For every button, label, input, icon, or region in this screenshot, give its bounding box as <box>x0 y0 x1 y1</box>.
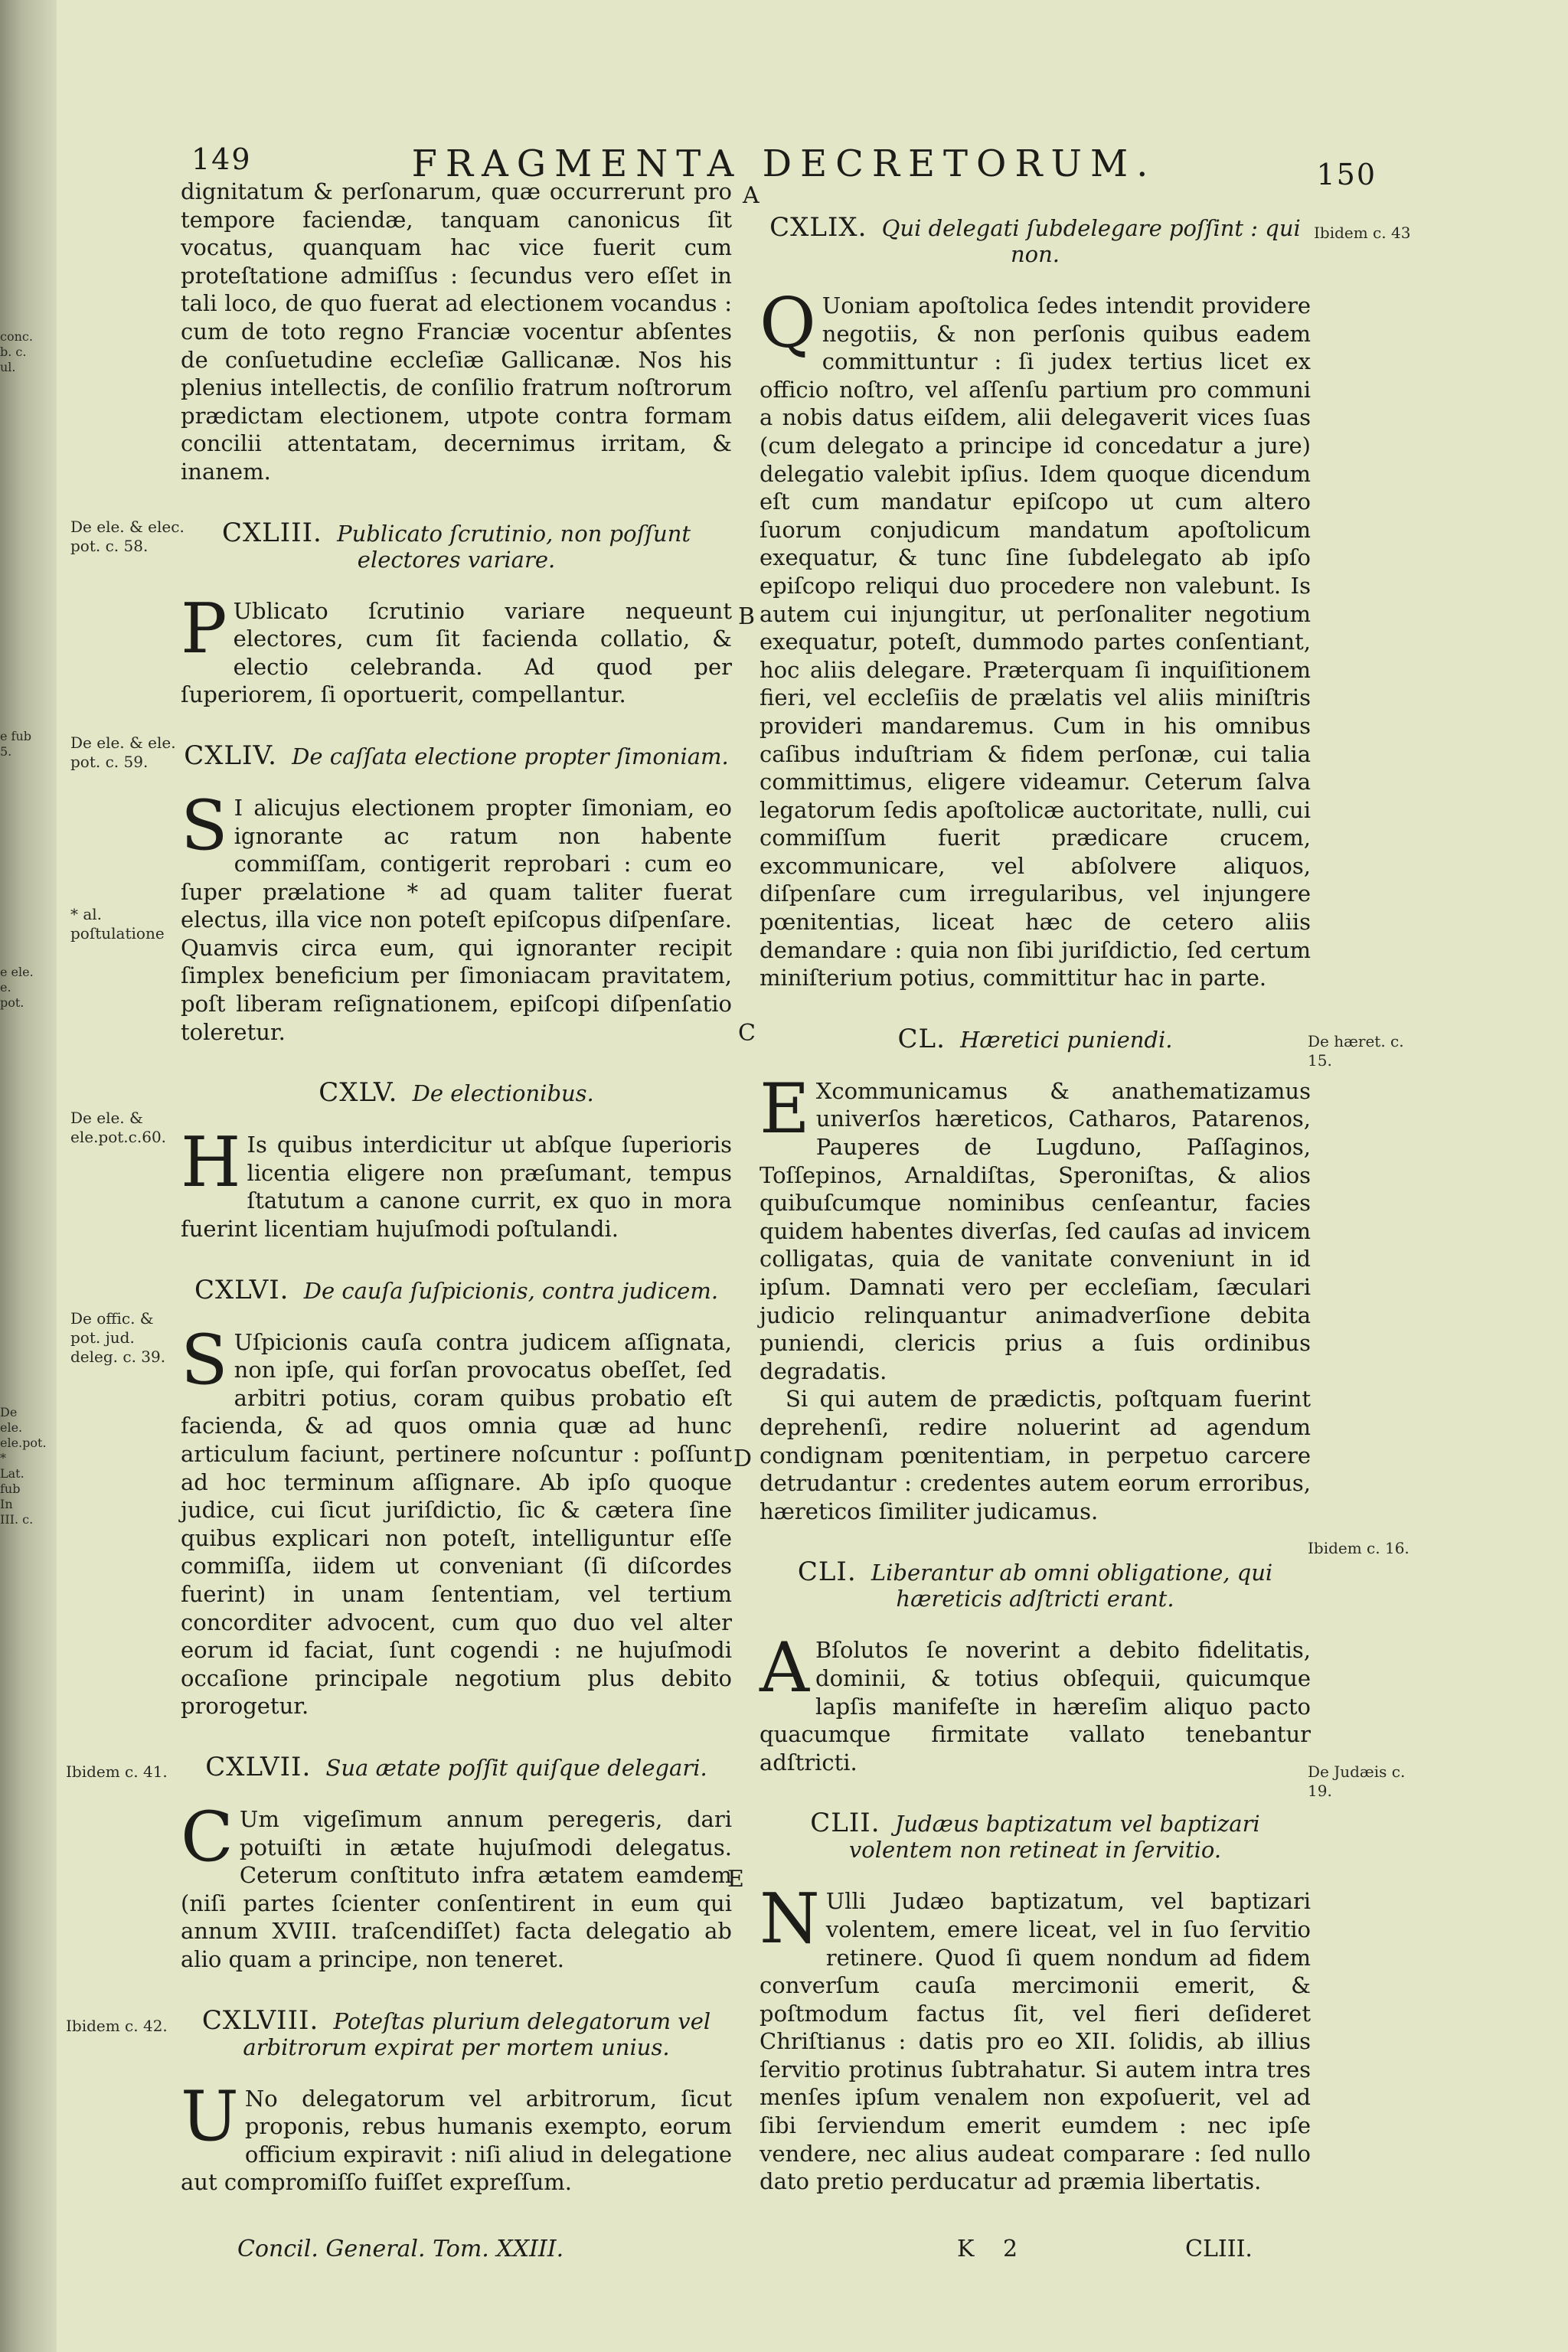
margin-note: Ibidem c. 42. <box>66 2017 168 2035</box>
page-number-left: 149 <box>191 142 252 176</box>
section-letter-a: A <box>743 182 760 209</box>
section-paragraph: Ulli Judæo baptizatum, vel baptizari volentem, emere liceat, vel in ſuo ſervitio retinere. Quod ſi quem nondum ad fidem converſum cauſa mercimonii emerit, & poſtmodum factus ſit, vel fieri deſideret Chriſtianus : datis pro eo XII. ſolidis, ab illius ſervitio protinus ſubtrahatur. Si autem intra tres menſes ipſum venalem non expoſuerit, vel ad ſibi ſerviendum emerit eumdem : nec ipſe vendere, nec alius audeat comparare : ſed nullo dato pretio perducatur ad præmia libertatis. <box>760 1888 1311 2195</box>
section-number: CXLV. <box>318 1077 398 1109</box>
decree-section <box>760 1559 1311 1776</box>
gutter-note: conc. b. c. ul. <box>0 329 33 374</box>
decree-section <box>760 1810 1311 2196</box>
section-title: Judæus baptizatum vel baptizari volentem non retineat in ſervitio. <box>848 1811 1260 1864</box>
section-paragraph: Si qui autem de prædictis, poſtquam fuerint deprehenſi, redire noluerint ad agendum condignam pœnitentiam, in perpetuo carcere detrudantur : credentes autem eorum erroribus, hæreticos ſimiliter judicamus. <box>760 1386 1311 1524</box>
margin-note: De ele. & ele. pot. c. 59. <box>70 733 176 771</box>
section-heading <box>181 1751 732 1782</box>
margin-note: De offic. & pot. jud. deleg. c. 39. <box>70 1309 166 1366</box>
section-title: Sua ætate poſſit quiſque delegari. <box>325 1754 707 1781</box>
gutter-note: De ele. ele.pot. * Lat. fub In III. c. <box>0 1405 47 1527</box>
section-number: CXLVII. <box>205 1751 312 1782</box>
section-paragraph: Um vigeſimum annum peregeris, dari potuiſti in ætate hujuſmodi delegatus. Ceterum conſtituto infra ætatem eamdem (niſi partes ſcienter conſentirent in eum qui annum XVIII. traſcendiſſet) facta delegatio ab alio quam a principe, non teneret. <box>181 1805 732 1972</box>
section-heading <box>181 740 732 771</box>
section-number: CLI. <box>797 1557 857 1588</box>
drop-cap: S <box>181 1319 228 1400</box>
section-paragraph: I alicujus electionem propter ſimoniam, eo ignorante ac ratum non habente commiſſam, contigerit reprobari : cum eo ſuper prælatione * ad quam taliter fuerat electus, illa vice non poteſt epiſcopus diſpenſare. Quamvis circa eum, qui ignoranter recipit ſimplex beneficium per ſimoniacam pravitatem, poſt liberam reſignationem, epiſcopi diſpenſatio toleretur. <box>181 794 732 1045</box>
footer-signature-mark: K 2 <box>957 2236 1029 2262</box>
section-number: CXLVI. <box>194 1274 289 1305</box>
section-heading <box>181 517 732 573</box>
margin-note: Ibidem c. 16. <box>1308 1539 1410 1557</box>
drop-cap: E <box>760 1068 810 1149</box>
section-number: CXLIV. <box>184 740 277 771</box>
decree-section <box>181 1077 732 1243</box>
running-title: FRAGMENTA DECRETORUM. <box>411 142 1157 185</box>
section-heading <box>760 1559 1311 1612</box>
section-title: Publicato ſcrutinio, non poſſunt electores variare. <box>337 520 691 573</box>
section-paragraph: Ublicato ſcrutinio variare nequeunt electores, cum ſit facienda collatio, & electio celebranda. Ad quod per ſuperiorem, ſi oportuerit, compellantur. <box>181 597 732 708</box>
drop-cap: U <box>181 2076 239 2157</box>
drop-cap: S <box>181 785 228 866</box>
decree-section <box>181 2004 732 2197</box>
section-paragraph: Xcommunicamus & anathematizamus univerſos hæreticos, Catharos, Patarenos, Pauperes de Lugduno, Paſſaginos, Toſſepinos, Arnaldiſtas, Speroniſtas, & alios quibuſcumque nominibus cenſeantur, facies quidem habentes diverſas, ſed cauſas ad invicem colligatas, quia de vanitate conveniunt in id ipſum. Damnati vero per eccleſiam, ſæculari judicio relinquantur animadverſione debita puniendi, clericis prius a ſuis ordinibus degradatis. <box>760 1077 1311 1384</box>
decree-section <box>760 214 1311 992</box>
margin-note: Ibidem c. 41. <box>66 1762 168 1781</box>
decree-section <box>181 517 732 709</box>
gutter-note: e ele. e. pot. <box>0 965 34 1010</box>
section-letter-d: D <box>733 1446 753 1472</box>
section-letter-e: E <box>727 1866 744 1893</box>
section-heading <box>181 1274 732 1305</box>
footer-catchword: CLIII. <box>1185 2236 1253 2262</box>
section-paragraph: Uoniam apoſtolica ſedes intendit providere negotiis, & non perſonis quibus eadem committuntur : ſi judex tertius licet ex officio noſtro, vel aſſenſu partium pro communi a nobis datus eiſdem, alii delegaverit vices ſuas (cum delegato a principe id concedatur a jure) delegatio valebit ipſius. Idem quoque dicendum eſt cum mandatur epiſcopo ut cum altero ſuorum conjudicum mandatum apoſtolicum exequatur, & tunc ſine ſubdelegato ab ipſo epiſcopo reliqui duo procedere non valebunt. Is autem cui injungitur, ut perſonaliter negotium exequatur, poteſt, dummodo partes conſentiant, hoc aliis delegare. Præterquam ſi inquiſitionem fieri, vel eccleſiis de prælatis vel aliis miniſtris provideri mandaremus. Cum in his omnibus caſibus induſtriam & fidem perſonæ, cui talia committimus, eligere videamur. Ceterum ſalva legatorum ſedis apoſtolicæ auctoritate, nulli, cui commiſſum fuerit prædicare crucem, excommunicare, vel abſolvere aliquos, diſpenſare cum irregularibus, vel injungere pœnitentias, liceat hæc de cetero aliis demandare : quia non ſibi juriſdictio, ſed certum miniſterium potius, committitur hac in parte. <box>760 292 1311 991</box>
margin-note: Ibidem c. 43 <box>1314 224 1411 242</box>
decree-section <box>181 1274 732 1720</box>
decree-section <box>760 1023 1311 1526</box>
section-title: De electionibus. <box>412 1080 594 1107</box>
section-paragraph: Is quibus interdicitur ut abſque ſuperioris licentia eligere non præſumant, tempus ſtatutum a canone currit, ex quo in mora fuerint licentiam hujuſmodi poſtulandi. <box>181 1132 732 1243</box>
section-title: Poteſtas plurium delegatorum vel arbitrorum expirat per mortem unius. <box>243 2007 711 2060</box>
section-letter-b: B <box>738 603 756 630</box>
section-number: CXLIX. <box>769 212 867 243</box>
section-title: Liberantur ab omni obligatione, qui hæreticis adſtricti erant. <box>871 1560 1273 1612</box>
section-heading <box>760 1810 1311 1863</box>
drop-cap: P <box>181 588 227 669</box>
section-paragraph: No delegatorum vel arbitrorum, ſicut proponis, rebus humanis exempto, eorum officium expiravit : niſi aliud in delegatione aut compromiſſo fuiſſet expreſſum. <box>181 2085 732 2196</box>
drop-cap: N <box>760 1879 820 1960</box>
drop-cap: H <box>181 1122 241 1204</box>
margin-note: De ele. & ele.pot.c.60. <box>70 1109 167 1146</box>
drop-cap: C <box>181 1796 234 1877</box>
section-paragraph: Bſolutos ſe noverint a debito fidelitatis, dominii, & totius obſequii, quicumque lapſis manifeſte in hæreſim aliquo pacto quacumque firmitate vallato tenebantur adſtricti. <box>760 1637 1311 1775</box>
drop-cap: Q <box>760 283 816 364</box>
section-number: CLII. <box>810 1808 880 1839</box>
continuation-text: dignitatum & perſonarum, quæ occurrerunt pro tempore faciendæ, tanquam canonicus ſit vocatus, quanquam hac vice fuerit cum proteſtatione admiſſus : ſecundus vero eſſet in tali loco, de quo fuerat ad electionem vocandus : cum de toto regno Franciæ vocentur abſentes de conſuetudine eccleſiæ Gallicanæ. Nos his plenius intellectis, de conſilio fratrum noſtrorum prædictam electionem, utpote contra formam concilii attentatam, decernimus irritam, & inanem. <box>181 178 732 485</box>
section-title: De caſſata electione propter ſimoniam. <box>292 743 729 769</box>
drop-cap: A <box>760 1628 809 1709</box>
decree-section <box>181 1751 732 1974</box>
margin-note: De ele. & elec. pot. c. 58. <box>70 518 185 555</box>
section-paragraph: Uſpicionis cauſa contra judicem aſſignata, non ipſe, qui forſan provocatus obeſſet, ſed arbitri potius, coram quibus probatio eſt facienda, & ad quos omnia quæ ad hunc articulum faciunt, pertinere noſcuntur : poſſunt ad hoc terminum aſſignare. Ab ipſo quoque judice, cui ſicut juriſdictio, ſic & cætera ſine quibus explicari non poteſt, intelliguntur eſſe commiſſa, iidem ut conveniant (ſi diſcordes fuerint) in unam ſententiam, vel tertium concorditer advocent, cum quo duo vel alter eorum id faciat, ſunt cogendi : ne hujuſmodi occaſione principale negotium plus debito prorogetur. <box>181 1328 732 1720</box>
section-number: CL. <box>897 1023 946 1054</box>
binding-gutter <box>0 0 57 2352</box>
section-heading <box>760 1023 1311 1054</box>
left-column <box>181 178 732 2197</box>
page-number-right: 150 <box>1316 158 1377 191</box>
margin-note: De Judæis c. 19. <box>1308 1762 1406 1800</box>
right-column <box>760 214 1311 2196</box>
section-title: Qui delegati ſubdelegare poſſint : qui non. <box>881 215 1301 267</box>
section-number: CXLVIII. <box>201 2004 319 2036</box>
section-heading <box>181 2004 732 2060</box>
section-number: CXLIII. <box>221 517 322 548</box>
section-letter-c: C <box>738 1020 756 1047</box>
footer-signature-text: Concil. General. Tom. XXIII. <box>237 2236 564 2262</box>
section-title: Hæretici puniendi. <box>960 1026 1173 1053</box>
margin-note: De hæret. c. 15. <box>1308 1032 1404 1070</box>
gutter-note: e fub 5. <box>0 729 32 759</box>
decree-section <box>181 740 732 1046</box>
section-title: De cauſa ſuſpicionis, contra judicem. <box>303 1277 719 1304</box>
section-heading <box>181 1077 732 1109</box>
margin-note: * al. poſtulatione <box>70 905 165 942</box>
section-heading <box>760 214 1311 267</box>
